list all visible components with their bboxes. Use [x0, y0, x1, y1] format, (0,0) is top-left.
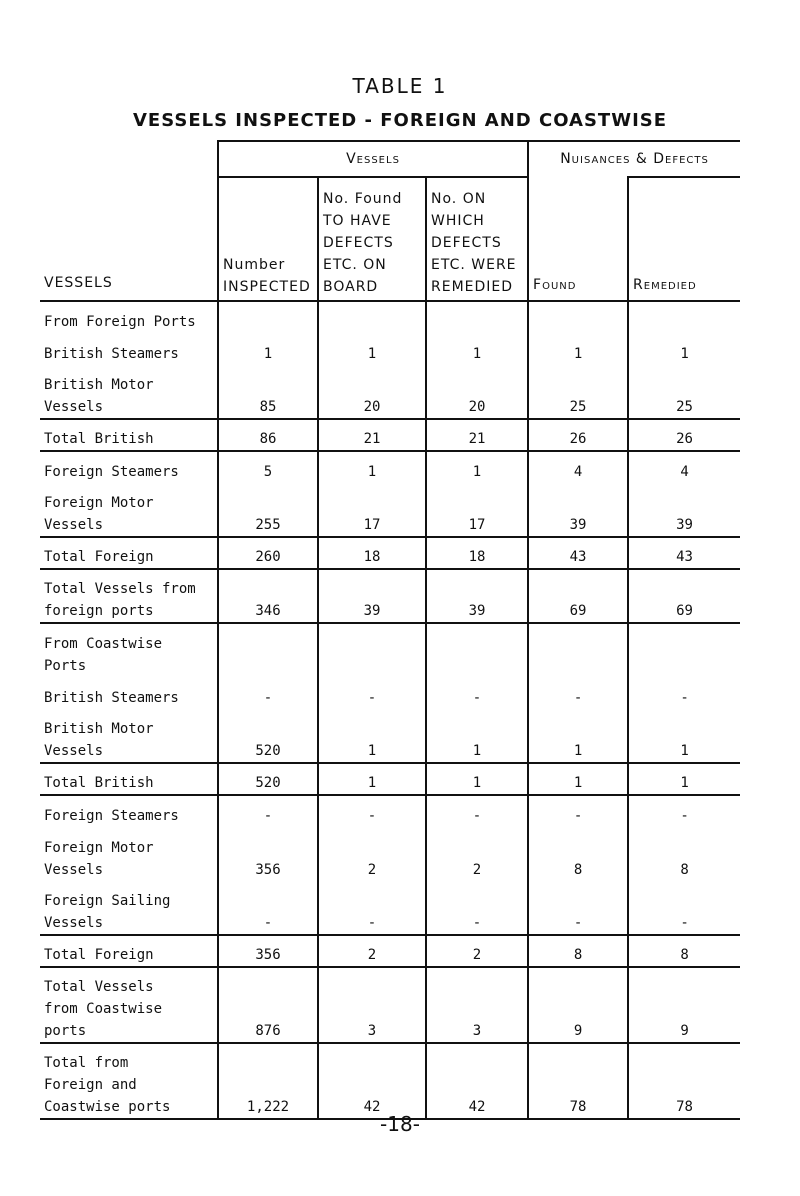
- cell-value: [318, 301, 426, 333]
- cell-value: 255: [218, 483, 318, 537]
- cell-value: 39: [528, 483, 628, 537]
- cell-value: 4: [528, 451, 628, 483]
- cell-value: 356: [218, 935, 318, 967]
- cell-value: 42: [318, 1043, 426, 1119]
- cell-value: -: [426, 795, 528, 827]
- cell-value: 1: [426, 709, 528, 763]
- cell-value: 17: [318, 483, 426, 537]
- cell-value: 1: [318, 709, 426, 763]
- cell-value: -: [528, 677, 628, 709]
- cell-value: 9: [628, 967, 740, 1043]
- cell-value: 1: [426, 451, 528, 483]
- cell-value: 43: [628, 537, 740, 569]
- nuisances-group-header: Nuisances & Defects: [528, 141, 740, 177]
- table-row: [40, 763, 740, 795]
- cell-value: -: [218, 795, 318, 827]
- cell-value: [218, 301, 318, 333]
- cell-value: 78: [528, 1043, 628, 1119]
- table-row: [40, 623, 740, 677]
- cell-value: 43: [528, 537, 628, 569]
- cell-value: 3: [426, 967, 528, 1043]
- row-label: British Motor Vessels: [44, 721, 154, 759]
- cell-value: 3: [318, 967, 426, 1043]
- table-row: [40, 881, 740, 935]
- table-number: TABLE 1: [352, 74, 448, 98]
- cell-value: 1: [426, 763, 528, 795]
- row-label: From Coastwise Ports: [40, 623, 218, 677]
- cell-value: 69: [628, 569, 740, 623]
- cell-value: 39: [318, 569, 426, 623]
- table-row: [40, 795, 740, 827]
- table-row: [40, 677, 740, 709]
- row-label: Total British: [40, 419, 218, 451]
- row-label: Total Vessels from foreign ports: [40, 569, 218, 623]
- row-label: From Foreign Ports: [40, 301, 218, 333]
- cell-value: 356: [218, 827, 318, 881]
- cell-value: 520: [218, 709, 318, 763]
- cell-value: 39: [628, 483, 740, 537]
- page-number: -18-: [380, 1112, 420, 1136]
- col-header-remedied: Remedied: [628, 177, 740, 301]
- cell-value: 20: [426, 365, 528, 419]
- col-header-remedied-on-board: No. ON WHICH DEFECTS ETC. WERE REMEDIED: [426, 177, 528, 301]
- cell-value: -: [318, 795, 426, 827]
- row-label: Total from Foreign and Coastwise ports: [40, 1043, 218, 1119]
- cell-value: [318, 623, 426, 677]
- row-label: Total Vessels from Coastwise ports: [40, 967, 218, 1043]
- cell-value: 21: [426, 419, 528, 451]
- cell-value: -: [628, 795, 740, 827]
- cell-value: -: [528, 881, 628, 935]
- cell-value: 876: [218, 967, 318, 1043]
- table-row: [40, 419, 740, 451]
- table-row: [40, 483, 740, 537]
- row-label: British Steamers: [44, 346, 179, 362]
- cell-value: 69: [528, 569, 628, 623]
- cell-value: -: [318, 677, 426, 709]
- cell-value: 8: [528, 935, 628, 967]
- cell-value: 5: [218, 451, 318, 483]
- cell-value: 520: [218, 763, 318, 795]
- cell-value: [528, 301, 628, 333]
- cell-value: 1: [628, 763, 740, 795]
- cell-value: -: [426, 677, 528, 709]
- row-label: Foreign Sailing Vessels: [44, 893, 171, 931]
- cell-value: 18: [318, 537, 426, 569]
- cell-value: 346: [218, 569, 318, 623]
- table-title: VESSELS INSPECTED - FOREIGN AND COASTWISE: [132, 110, 668, 131]
- row-label: Total Foreign: [40, 935, 218, 967]
- row-label: British Steamers: [44, 690, 179, 706]
- table-row: [40, 451, 740, 483]
- cell-value: 1: [318, 451, 426, 483]
- row-label: Foreign Motor Vessels: [44, 495, 154, 533]
- table-row: [40, 569, 740, 623]
- cell-value: [426, 623, 528, 677]
- cell-value: 2: [426, 935, 528, 967]
- cell-value: 1: [426, 333, 528, 365]
- cell-value: [426, 301, 528, 333]
- cell-value: [628, 623, 740, 677]
- cell-value: 1,222: [218, 1043, 318, 1119]
- cell-value: 86: [218, 419, 318, 451]
- table-row: [40, 827, 740, 881]
- vessels-group-header: Vessels: [218, 141, 528, 177]
- cell-value: [628, 301, 740, 333]
- col-header-number-inspected: Number INSPECTED: [218, 177, 318, 301]
- table-row: [40, 365, 740, 419]
- col-header-found-defects: No. Found TO HAVE DEFECTS ETC. ON BOARD: [318, 177, 426, 301]
- row-label: Total British: [40, 763, 218, 795]
- cell-value: 1: [528, 333, 628, 365]
- cell-value: 85: [218, 365, 318, 419]
- cell-value: 260: [218, 537, 318, 569]
- cell-value: 1: [318, 333, 426, 365]
- row-label: Foreign Steamers: [40, 795, 218, 827]
- cell-value: 25: [628, 365, 740, 419]
- cell-value: 42: [426, 1043, 528, 1119]
- cell-value: 8: [628, 935, 740, 967]
- row-label: Total Foreign: [40, 537, 218, 569]
- cell-value: 9: [528, 967, 628, 1043]
- row-label: Foreign Steamers: [40, 451, 218, 483]
- table-row: [40, 301, 740, 333]
- col-header-found: Found: [528, 177, 628, 301]
- table-row: [40, 1043, 740, 1119]
- cell-value: -: [426, 881, 528, 935]
- cell-value: 1: [628, 709, 740, 763]
- row-label: Foreign Motor Vessels: [44, 840, 154, 878]
- cell-value: [218, 623, 318, 677]
- cell-value: -: [218, 677, 318, 709]
- table-row: [40, 333, 740, 365]
- cell-value: -: [528, 795, 628, 827]
- table-row: [40, 935, 740, 967]
- cell-value: 26: [528, 419, 628, 451]
- row-label: British Motor Vessels: [44, 377, 154, 415]
- cell-value: 20: [318, 365, 426, 419]
- cell-value: 8: [528, 827, 628, 881]
- cell-value: [528, 623, 628, 677]
- cell-value: -: [628, 677, 740, 709]
- cell-value: 18: [426, 537, 528, 569]
- cell-value: 1: [218, 333, 318, 365]
- cell-value: 1: [318, 763, 426, 795]
- cell-value: 8: [628, 827, 740, 881]
- col-header-vessels: VESSELS: [44, 275, 113, 291]
- cell-value: 4: [628, 451, 740, 483]
- cell-value: 2: [318, 935, 426, 967]
- cell-value: -: [628, 881, 740, 935]
- cell-value: 25: [528, 365, 628, 419]
- cell-value: 1: [628, 333, 740, 365]
- cell-value: 2: [426, 827, 528, 881]
- cell-value: 1: [528, 763, 628, 795]
- table-row: [40, 709, 740, 763]
- cell-value: -: [218, 881, 318, 935]
- cell-value: 2: [318, 827, 426, 881]
- cell-value: 21: [318, 419, 426, 451]
- cell-value: 39: [426, 569, 528, 623]
- cell-value: 1: [528, 709, 628, 763]
- cell-value: -: [318, 881, 426, 935]
- cell-value: 78: [628, 1043, 740, 1119]
- table-row: [40, 967, 740, 1043]
- vessels-table: [40, 140, 740, 1120]
- cell-value: 26: [628, 419, 740, 451]
- cell-value: 17: [426, 483, 528, 537]
- table-row: [40, 537, 740, 569]
